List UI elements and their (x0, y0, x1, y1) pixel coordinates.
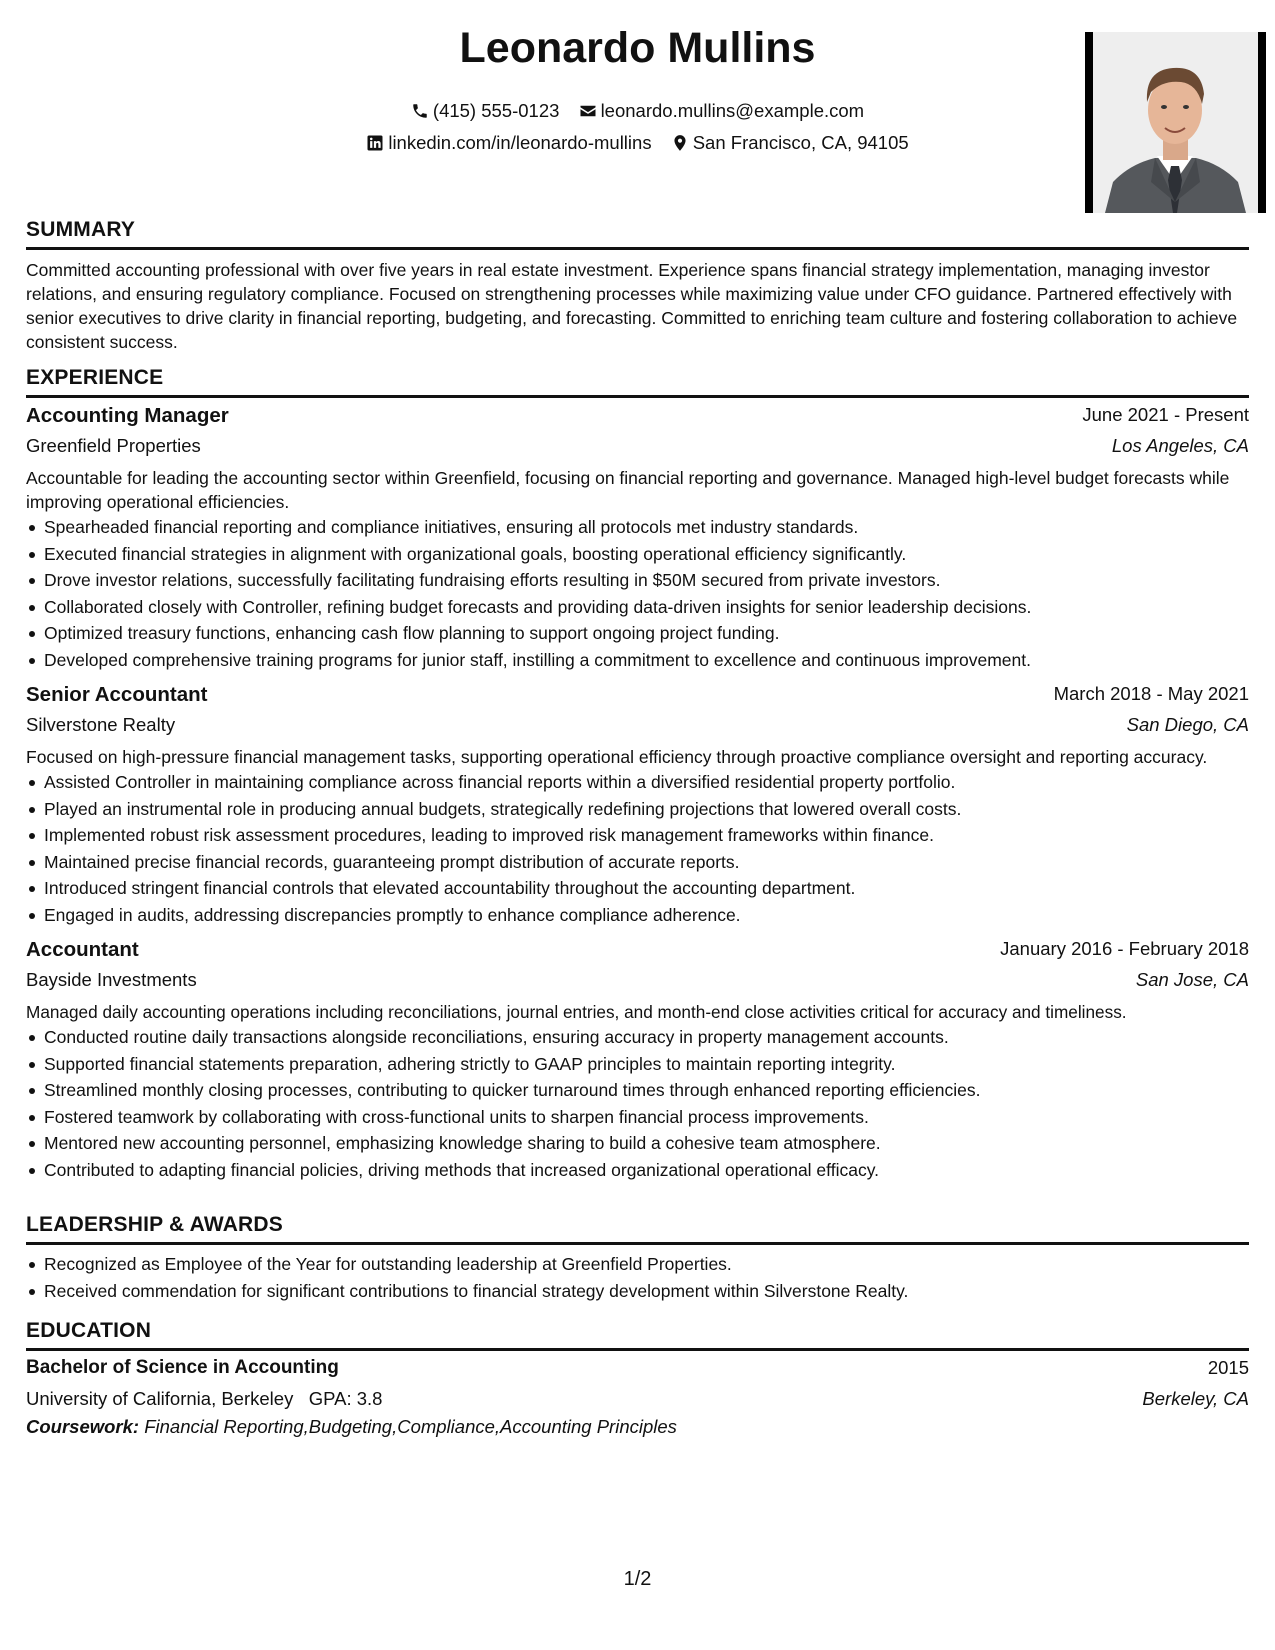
list-item: Conducted routine daily transactions alongside reconciliations, ensuring accuracy in property management accounts. (26, 1024, 1249, 1051)
school-name: University of California, Berkeley (26, 1388, 294, 1409)
experience-section (26, 364, 1249, 1183)
phone-contact (411, 100, 560, 122)
phone-text: (415) 555-0123 (432, 100, 560, 121)
job-entry (26, 679, 1249, 928)
job-entry (26, 400, 1249, 673)
job-header (26, 679, 1249, 710)
summary-section (26, 216, 1249, 354)
email-contact[interactable] (579, 100, 865, 122)
section-divider (26, 1242, 1249, 1245)
job-description: Managed daily accounting operations including reconciliations, journal entries, and month-end close activities critical for accuracy and timeliness. (26, 1002, 1127, 1022)
job-title: Accounting Manager (26, 404, 229, 427)
portrait-image (1085, 32, 1266, 213)
job-subheader (26, 431, 1249, 462)
list-item: Streamlined monthly closing processes, contributing to quicker turnaround times through enhanced reporting efficiencies. (26, 1077, 1249, 1104)
resume-header (26, 20, 1249, 215)
list-item: Received commendation for significant contributions to financial strategy development within Silverstone Realty. (26, 1278, 1249, 1305)
list-item: Drove investor relations, successfully facilitating fundraising efforts resulting in $50M secured from private investors. (26, 567, 1249, 594)
location-contact (671, 132, 909, 154)
education-section (26, 1317, 1249, 1438)
job-location: San Jose, CA (1135, 969, 1249, 990)
section-title: EXPERIENCE (26, 366, 164, 389)
list-item: Assisted Controller in maintaining compliance across financial reports within a diversified residential property portfolio. (26, 769, 1249, 796)
gpa: GPA: 3.8 (308, 1388, 383, 1409)
job-company: Bayside Investments (26, 969, 197, 990)
phone-icon (411, 102, 429, 120)
section-divider (26, 395, 1249, 398)
list-item: Mentored new accounting personnel, emphasizing knowledge sharing to build a cohesive team atmosphere. (26, 1130, 1249, 1157)
coursework (26, 1416, 1249, 1438)
job-title: Senior Accountant (26, 683, 208, 706)
job-description: Accountable for leading the accounting sector within Greenfield, focusing on financial reporting and governance. Managed high-level budget forecasts while improving operational efficiencies. (26, 468, 1230, 512)
list-item: Developed comprehensive training programs for junior staff, instilling a commitment to excellence and continuous improvement. (26, 647, 1249, 674)
education-header (26, 1353, 1249, 1384)
job-location: Los Angeles, CA (1111, 435, 1249, 456)
list-item: Collaborated closely with Controller, refining budget forecasts and providing data-driven insights for senior leadership decisions. (26, 594, 1249, 621)
job-title: Accountant (26, 938, 139, 961)
job-subheader (26, 710, 1249, 741)
coursework-label: Coursework: (26, 1416, 140, 1437)
list-item: Contributed to adapting financial policies, driving methods that increased organizational operational efficacy. (26, 1157, 1249, 1184)
job-bullets (26, 769, 1249, 928)
section-divider (26, 247, 1249, 250)
school-and-gpa (26, 1388, 382, 1410)
list-item: Spearheaded financial reporting and compliance initiatives, ensuring all protocols met industry standards. (26, 514, 1249, 541)
job-company: Silverstone Realty (26, 714, 176, 735)
job-entry (26, 934, 1249, 1183)
section-title: LEADERSHIP & AWARDS (26, 1213, 283, 1236)
job-header (26, 400, 1249, 431)
linkedin-contact[interactable] (366, 132, 651, 154)
school-location: Berkeley, CA (1142, 1388, 1249, 1409)
page-number: 1/2 (623, 1568, 652, 1590)
leadership-section (26, 1211, 1249, 1304)
summary-text: Committed accounting professional with over five years in real estate investment. Experience spans financial strategy implementation, managing investor relations, and ensuring regulatory compliance. Focused on strengthening processes while maximizing value under CFO guidance. Partnered effectively with senior executives to drive clarity in financial reporting, budgeting, and forecasting. Committed to enriching team culture and fostering collaboration to achieve consistent success. (26, 260, 1238, 352)
list-item: Implemented robust risk assessment procedures, leading to improved risk management frameworks within finance. (26, 822, 1249, 849)
location-text: San Francisco, CA, 94105 (692, 132, 909, 153)
linkedin-icon (366, 134, 384, 152)
job-bullets (26, 514, 1249, 673)
job-subheader (26, 965, 1249, 996)
graduation-year: 2015 (1207, 1357, 1249, 1378)
section-title: EDUCATION (26, 1319, 152, 1342)
job-bullets (26, 1024, 1249, 1183)
linkedin-text[interactable]: linkedin.com/in/leonardo-mullins (388, 132, 652, 153)
contact-line-2 (26, 132, 1249, 157)
section-divider (26, 1348, 1249, 1351)
degree: Bachelor of Science in Accounting (26, 1357, 339, 1378)
section-title: SUMMARY (26, 218, 136, 241)
job-dates: June 2021 - Present (1082, 404, 1249, 425)
candidate-name: Leonardo Mullins (459, 24, 816, 72)
profile-photo (1085, 32, 1266, 213)
envelope-icon (579, 102, 597, 120)
list-item: Fostered teamwork by collaborating with cross-functional units to sharpen financial process improvements. (26, 1104, 1249, 1131)
list-item: Recognized as Employee of the Year for outstanding leadership at Greenfield Properties. (26, 1251, 1249, 1278)
list-item: Introduced stringent financial controls that elevated accountability throughout the accounting department. (26, 875, 1249, 902)
job-dates: January 2016 - February 2018 (1000, 938, 1249, 959)
job-company: Greenfield Properties (26, 435, 201, 456)
list-item: Played an instrumental role in producing annual budgets, strategically redefining projections that lowered overall costs. (26, 796, 1249, 823)
contact-line-1 (26, 100, 1249, 125)
map-pin-icon (671, 134, 689, 152)
coursework-list: Financial Reporting,Budgeting,Compliance,Accounting Principles (144, 1416, 677, 1437)
job-header (26, 934, 1249, 965)
education-subheader (26, 1384, 1249, 1414)
email-text[interactable]: leonardo.mullins@example.com (600, 100, 865, 121)
job-location: San Diego, CA (1126, 714, 1249, 735)
list-item: Maintained precise financial records, guaranteeing prompt distribution of accurate reports. (26, 849, 1249, 876)
list-item: Executed financial strategies in alignment with organizational goals, boosting operational efficiency significantly. (26, 541, 1249, 568)
job-description: Focused on high-pressure financial management tasks, supporting operational efficiency through proactive compliance oversight and reporting accuracy. (26, 747, 1208, 767)
list-item: Supported financial statements preparation, adhering strictly to GAAP principles to maintain reporting integrity. (26, 1051, 1249, 1078)
list-item: Engaged in audits, addressing discrepancies promptly to enhance compliance adherence. (26, 902, 1249, 929)
leadership-bullets (26, 1251, 1249, 1304)
list-item: Optimized treasury functions, enhancing cash flow planning to support ongoing project funding. (26, 620, 1249, 647)
job-dates: March 2018 - May 2021 (1053, 683, 1249, 704)
